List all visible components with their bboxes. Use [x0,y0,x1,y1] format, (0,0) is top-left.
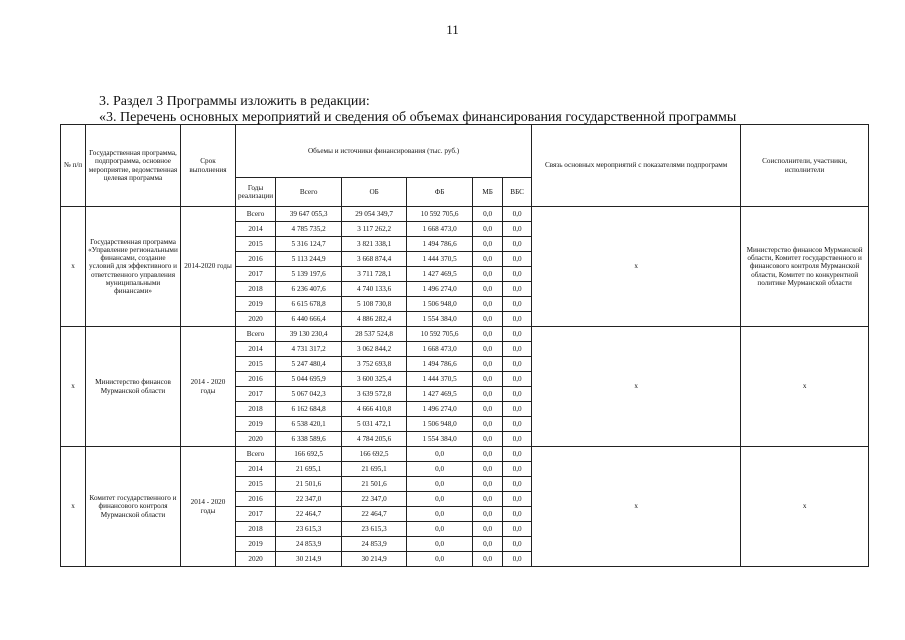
cell-fb: 0,0 [407,552,473,567]
cell-total: 21 695,1 [276,462,342,477]
cell-total: 5 247 480,4 [276,357,342,372]
block-term: 2014-2020 годы [181,207,236,327]
cell-fb: 1 444 370,5 [407,372,473,387]
cell-mb: 0,0 [473,402,503,417]
cell-ob: 24 853,9 [342,537,407,552]
cell-vbs: 0,0 [503,312,532,327]
cell-total: 30 214,9 [276,552,342,567]
cell-fb: 1 494 786,6 [407,357,473,372]
header-years: Годы реализации [236,178,276,207]
cell-fb: 1 496 274,0 [407,402,473,417]
cell-mb: 0,0 [473,327,503,342]
cell-total: 6 615 678,8 [276,297,342,312]
cell-mb: 0,0 [473,387,503,402]
cell-fb: 0,0 [407,507,473,522]
cell-vbs: 0,0 [503,462,532,477]
cell-vbs: 0,0 [503,342,532,357]
cell-year: 2017 [236,387,276,402]
cell-total: 5 044 695,9 [276,372,342,387]
cell-vbs: 0,0 [503,267,532,282]
cell-year: 2014 [236,342,276,357]
cell-year: Всего [236,207,276,222]
financing-table [60,124,869,567]
cell-vbs: 0,0 [503,507,532,522]
cell-ob: 28 537 524,8 [342,327,407,342]
cell-ob: 29 054 349,7 [342,207,407,222]
table-title: «3. Перечень основных мероприятий и сведения об объемах финансирования государственной программы [99,110,737,125]
cell-ob: 22 347,0 [342,492,407,507]
cell-vbs: 0,0 [503,447,532,462]
cell-total: 24 853,9 [276,537,342,552]
cell-mb: 0,0 [473,537,503,552]
cell-mb: 0,0 [473,507,503,522]
cell-ob: 3 117 262,2 [342,222,407,237]
cell-year: 2020 [236,312,276,327]
cell-mb: 0,0 [473,552,503,567]
cell-vbs: 0,0 [503,522,532,537]
cell-ob: 3 711 728,1 [342,267,407,282]
header-total: Всего [276,178,342,207]
cell-vbs: 0,0 [503,387,532,402]
cell-mb: 0,0 [473,372,503,387]
header-link: Связь основных мероприятий с показателями подпрограмм [532,125,741,207]
cell-ob: 5 108 730,8 [342,297,407,312]
block-term: 2014 - 2020 годы [181,327,236,447]
cell-vbs: 0,0 [503,552,532,567]
cell-fb: 0,0 [407,522,473,537]
cell-year: 2015 [236,477,276,492]
cell-year: 2014 [236,462,276,477]
cell-ob: 5 031 472,1 [342,417,407,432]
cell-year: 2020 [236,432,276,447]
cell-vbs: 0,0 [503,402,532,417]
block-executors: х [741,327,869,447]
cell-vbs: 0,0 [503,237,532,252]
cell-total: 21 501,6 [276,477,342,492]
cell-vbs: 0,0 [503,252,532,267]
cell-fb: 1 444 370,5 [407,252,473,267]
cell-year: 2015 [236,357,276,372]
cell-ob: 3 821 338,1 [342,237,407,252]
cell-year: 2017 [236,507,276,522]
table-row [61,327,869,342]
cell-total: 22 464,7 [276,507,342,522]
cell-year: Всего [236,447,276,462]
block-link: х [532,447,741,567]
cell-ob: 21 695,1 [342,462,407,477]
cell-fb: 1 668 473,0 [407,342,473,357]
cell-mb: 0,0 [473,282,503,297]
cell-fb: 1 554 384,0 [407,312,473,327]
cell-year: 2016 [236,372,276,387]
cell-ob: 166 692,5 [342,447,407,462]
cell-ob: 4 666 410,8 [342,402,407,417]
cell-year: 2018 [236,282,276,297]
cell-fb: 0,0 [407,447,473,462]
section-heading: 3. Раздел 3 Программы изложить в редакции: [99,94,370,109]
cell-mb: 0,0 [473,297,503,312]
cell-total: 5 067 042,3 [276,387,342,402]
cell-total: 6 162 684,8 [276,402,342,417]
cell-mb: 0,0 [473,522,503,537]
cell-fb: 10 592 705,6 [407,327,473,342]
block-link: х [532,327,741,447]
cell-vbs: 0,0 [503,537,532,552]
block-program: Комитет государственного и финансового контроля Мурманской области [86,447,181,567]
cell-year: 2018 [236,402,276,417]
cell-total: 4 731 317,2 [276,342,342,357]
cell-fb: 1 427 469,5 [407,387,473,402]
cell-vbs: 0,0 [503,327,532,342]
cell-mb: 0,0 [473,462,503,477]
header-fb: ФБ [407,178,473,207]
header-executors: Соисполнители, участники, исполнители [741,125,869,207]
cell-fb: 0,0 [407,477,473,492]
header-mb: МБ [473,178,503,207]
cell-fb: 1 494 786,6 [407,237,473,252]
block-num: х [61,327,86,447]
cell-vbs: 0,0 [503,417,532,432]
cell-mb: 0,0 [473,237,503,252]
block-executors: х [741,447,869,567]
cell-ob: 4 784 205,6 [342,432,407,447]
cell-fb: 1 554 384,0 [407,432,473,447]
cell-total: 23 615,3 [276,522,342,537]
cell-ob: 22 464,7 [342,507,407,522]
cell-vbs: 0,0 [503,432,532,447]
table-row [61,447,869,462]
cell-year: 2018 [236,522,276,537]
cell-total: 4 785 735,2 [276,222,342,237]
cell-fb: 0,0 [407,462,473,477]
cell-ob: 21 501,6 [342,477,407,492]
block-num: х [61,207,86,327]
cell-vbs: 0,0 [503,492,532,507]
cell-fb: 1 496 274,0 [407,282,473,297]
cell-total: 5 113 244,9 [276,252,342,267]
cell-year: Всего [236,327,276,342]
cell-mb: 0,0 [473,357,503,372]
cell-year: 2015 [236,237,276,252]
cell-year: 2017 [236,267,276,282]
header-ob: ОБ [342,178,407,207]
cell-vbs: 0,0 [503,372,532,387]
header-num: № п/п [61,125,86,207]
page-number: 11 [446,22,459,37]
cell-mb: 0,0 [473,222,503,237]
block-program: Министерство финансов Мурманской области [86,327,181,447]
cell-mb: 0,0 [473,432,503,447]
cell-mb: 0,0 [473,312,503,327]
cell-total: 6 440 666,4 [276,312,342,327]
cell-total: 6 338 589,6 [276,432,342,447]
cell-ob: 4 886 282,4 [342,312,407,327]
header-finance: Объемы и источники финансирования (тыс. руб.) [236,125,532,178]
cell-mb: 0,0 [473,267,503,282]
cell-mb: 0,0 [473,342,503,357]
cell-mb: 0,0 [473,477,503,492]
cell-year: 2016 [236,492,276,507]
cell-fb: 1 506 948,0 [407,297,473,312]
cell-ob: 3 062 844,2 [342,342,407,357]
cell-year: 2020 [236,552,276,567]
cell-fb: 1 427 469,5 [407,267,473,282]
cell-vbs: 0,0 [503,297,532,312]
block-program: Государственная программа «Управление региональными финансами, создание условий для эффективного и ответственного управления муниципальными финансами» [86,207,181,327]
cell-year: 2014 [236,222,276,237]
cell-fb: 0,0 [407,537,473,552]
cell-ob: 3 600 325,4 [342,372,407,387]
cell-ob: 3 752 693,8 [342,357,407,372]
cell-ob: 30 214,9 [342,552,407,567]
cell-year: 2019 [236,417,276,432]
cell-total: 5 139 197,6 [276,267,342,282]
cell-total: 166 692,5 [276,447,342,462]
block-num: х [61,447,86,567]
block-link: х [532,207,741,327]
block-executors: Министерство финансов Мурманской области, Комитет государственного и финансового контроля Мурманской области, Комитет по конкурентной политике Мурманской области [741,207,869,327]
cell-vbs: 0,0 [503,357,532,372]
cell-vbs: 0,0 [503,477,532,492]
cell-fb: 1 668 473,0 [407,222,473,237]
header-program: Государственная программа, подпрограмма, основное мероприятие, ведомственная целевая программа [86,125,181,207]
cell-total: 39 647 055,3 [276,207,342,222]
cell-fb: 10 592 705,6 [407,207,473,222]
cell-fb: 0,0 [407,492,473,507]
cell-ob: 4 740 133,6 [342,282,407,297]
cell-total: 6 538 420,1 [276,417,342,432]
cell-fb: 1 506 948,0 [407,417,473,432]
header-vbs: ВБС [503,178,532,207]
cell-ob: 3 639 572,8 [342,387,407,402]
cell-mb: 0,0 [473,447,503,462]
cell-total: 6 236 407,6 [276,282,342,297]
cell-vbs: 0,0 [503,282,532,297]
cell-mb: 0,0 [473,417,503,432]
cell-total: 5 316 124,7 [276,237,342,252]
cell-total: 39 130 230,4 [276,327,342,342]
cell-mb: 0,0 [473,252,503,267]
header-row [61,125,869,178]
cell-total: 22 347,0 [276,492,342,507]
cell-year: 2016 [236,252,276,267]
cell-mb: 0,0 [473,492,503,507]
cell-ob: 23 615,3 [342,522,407,537]
cell-vbs: 0,0 [503,222,532,237]
block-term: 2014 - 2020 годы [181,447,236,567]
cell-vbs: 0,0 [503,207,532,222]
cell-mb: 0,0 [473,207,503,222]
cell-year: 2019 [236,297,276,312]
cell-ob: 3 668 874,4 [342,252,407,267]
cell-year: 2019 [236,537,276,552]
header-term: Срок выполнения [181,125,236,207]
table-row [61,207,869,222]
